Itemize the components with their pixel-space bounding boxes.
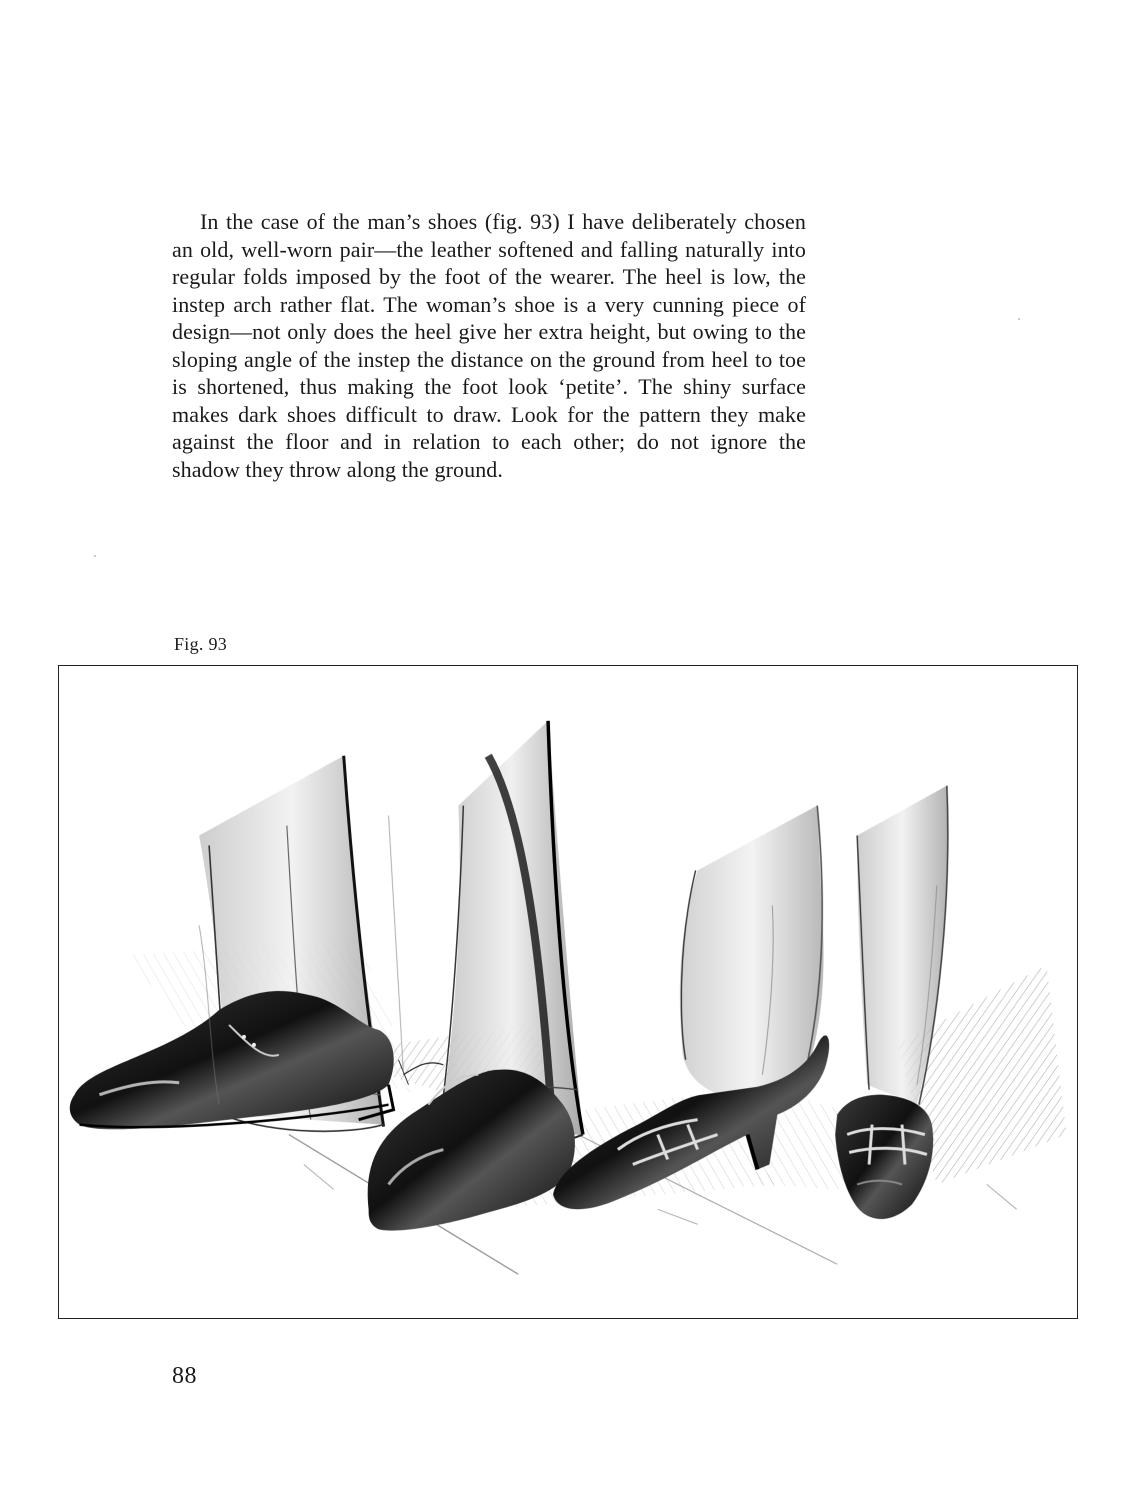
page-number: 88 <box>172 1363 197 1389</box>
paper-speck <box>94 555 96 557</box>
woman-right-shoe <box>835 1095 933 1219</box>
shoes-drawing <box>59 666 1077 1318</box>
figure-illustration <box>58 665 1078 1319</box>
body-paragraph: In the case of the man’s shoes (fig. 93) I have deliberately chosen an old, well-worn pair—the leather softened and falling naturally into regular folds imposed by the foot of the wearer. The heel is low, the instep arch rather flat. The woman’s shoe is a very cunning piece of design—not only does the heel give her extra height, but owing to the sloping angle of the instep the distance on the ground from heel to toe is shortened, thus making the foot look ‘petite’. The shiny surface makes dark shoes difficult to draw. Look for the pattern they make against the floor and in relation to each other; do not ignore the shadow they throw along the ground. <box>172 209 806 482</box>
paper-speck <box>1018 318 1020 320</box>
figure-caption: Fig. 93 <box>174 634 228 654</box>
woman-left-leg <box>680 806 824 1095</box>
